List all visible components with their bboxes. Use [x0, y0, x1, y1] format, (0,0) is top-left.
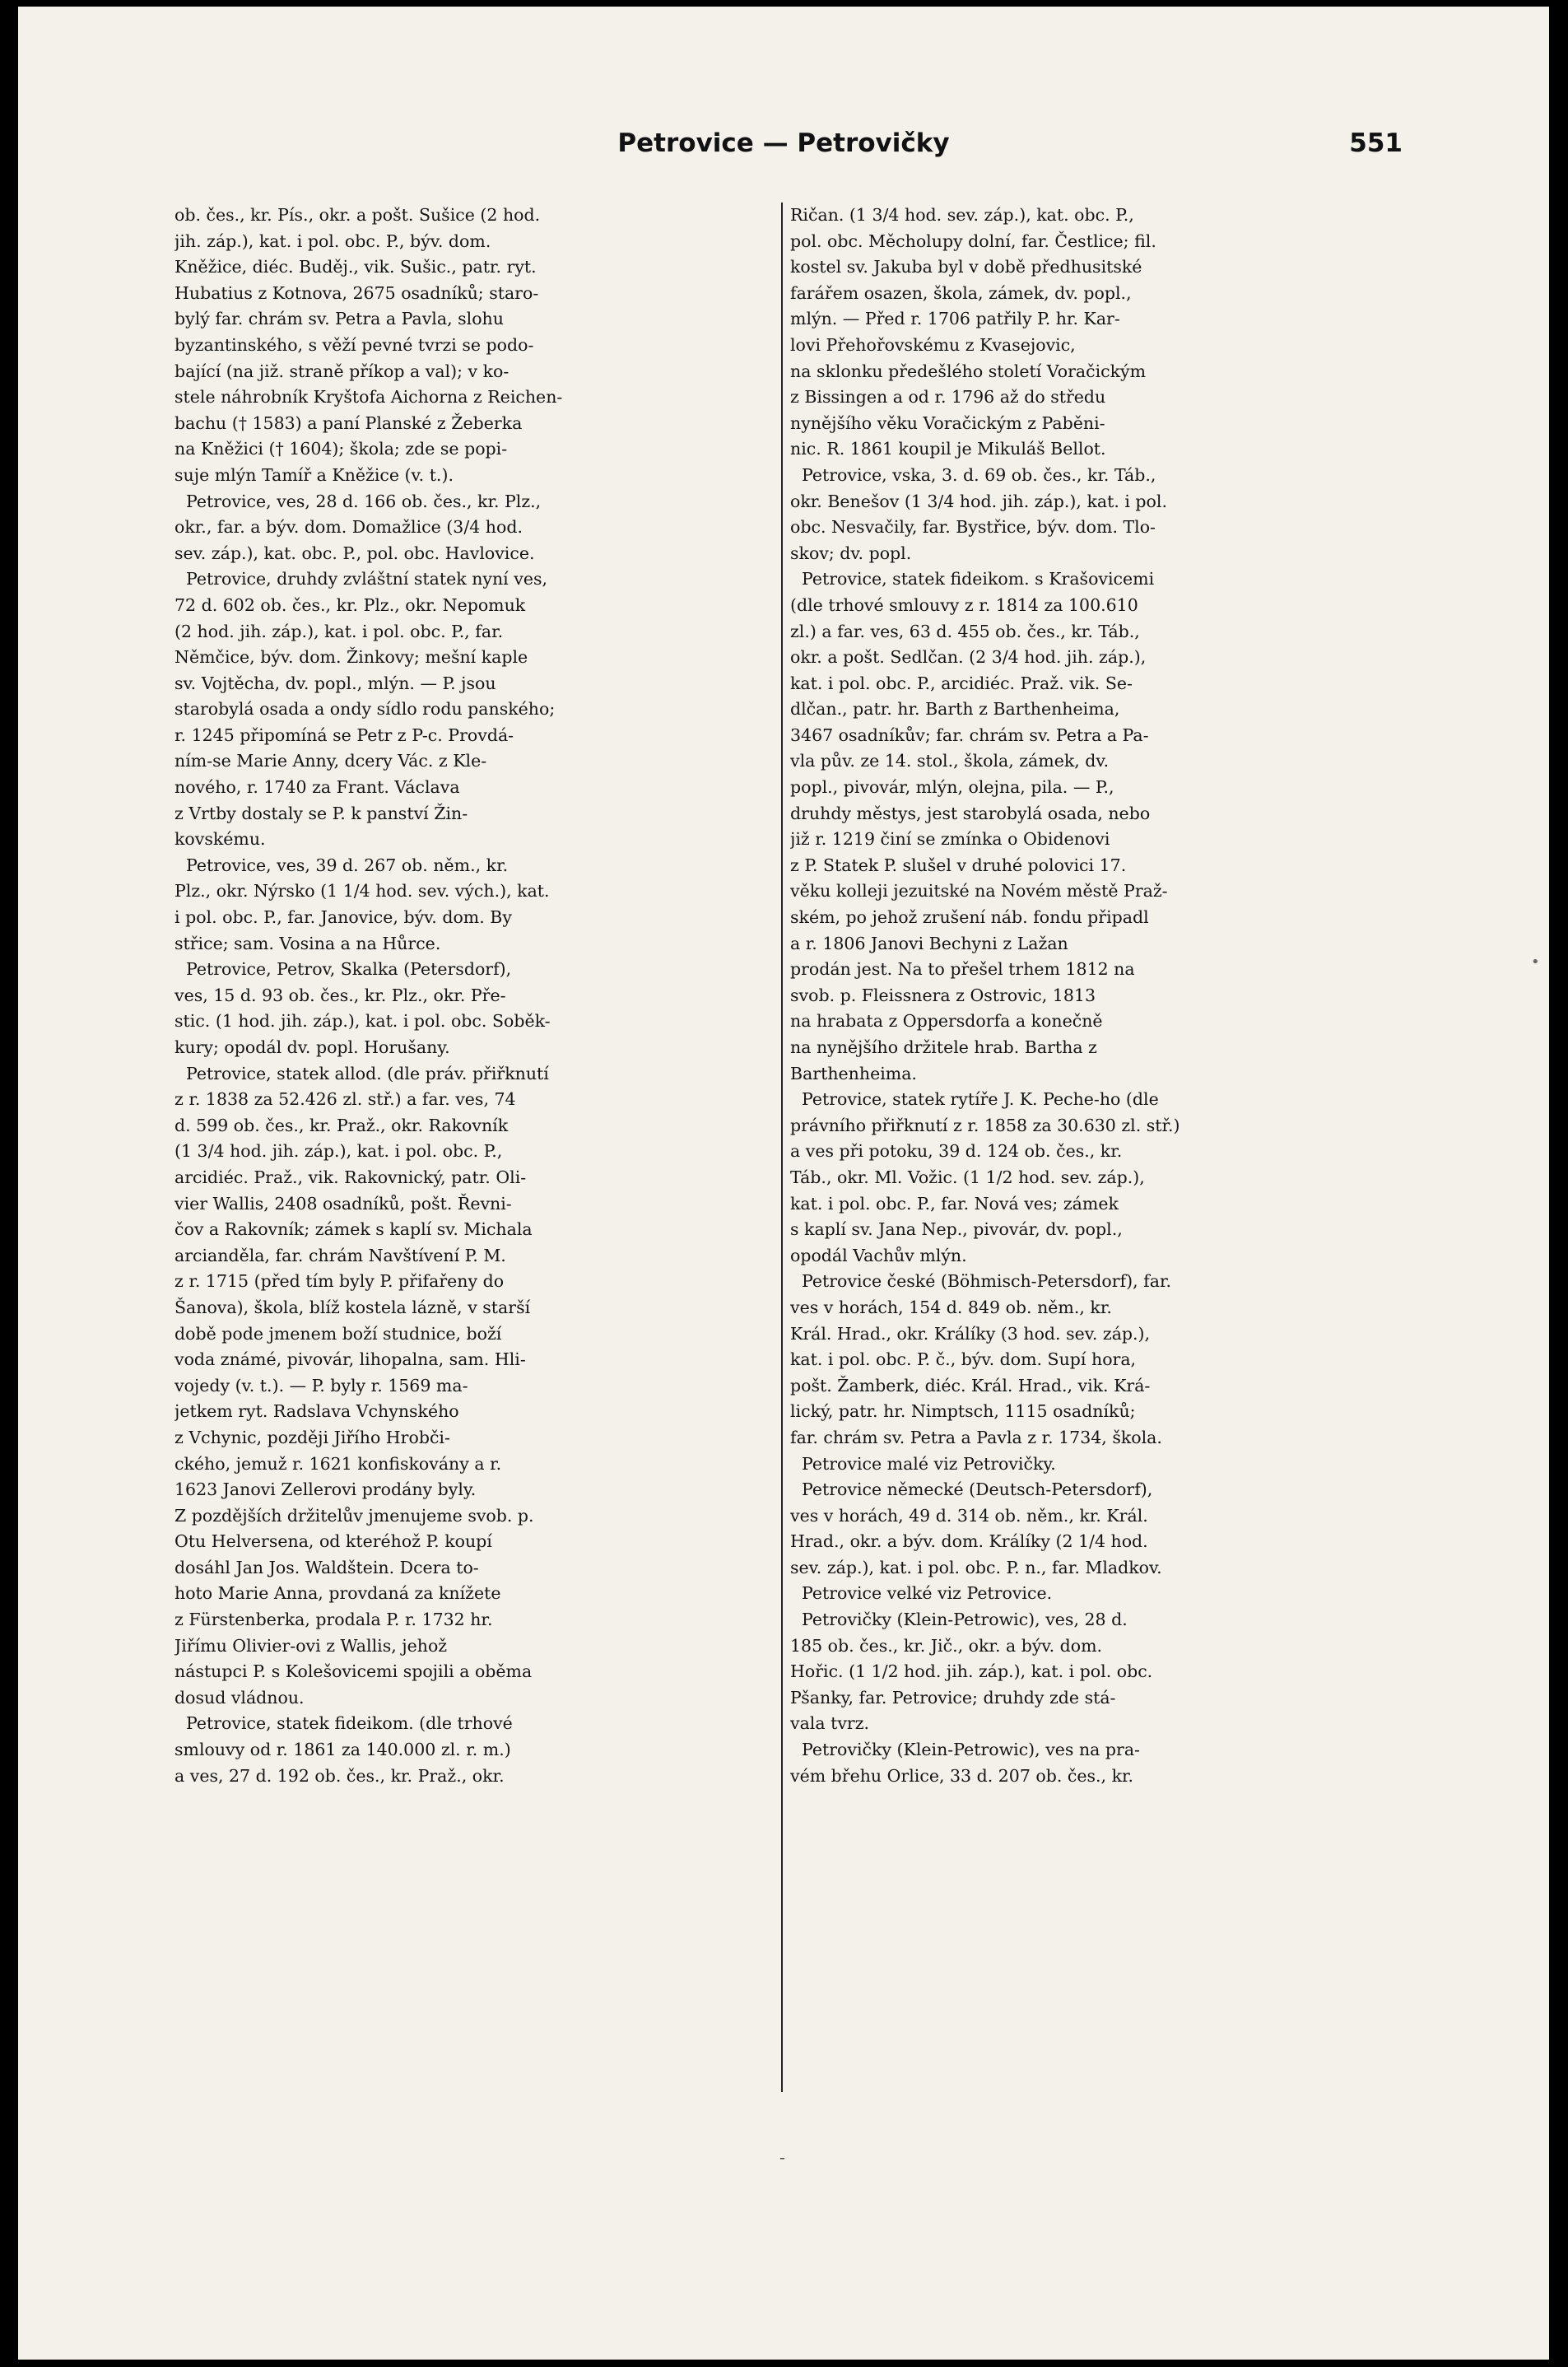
text-line: (dle trhové smlouvy z r. 1814 za 100.610 — [790, 594, 1138, 615]
text-line: okr. a pošt. Sedlčan. (2 3/4 hod. jih. záp.), — [790, 647, 1147, 668]
text-line: z Vrtby dostaly se P. k panství Žin- — [174, 803, 468, 823]
bottom-mark: - — [779, 2147, 785, 2167]
text-line: 1623 Janovi Zellerovi prodány byly. — [174, 1479, 477, 1500]
text-line: voda známé, pivovár, lihopalna, sam. Hli- — [174, 1349, 526, 1370]
text-line: Petrovičky (Klein-Petrowic), ves na pra- — [802, 1740, 1140, 1760]
text-line: a ves při potoku, 39 d. 124 ob. čes., kr. — [790, 1141, 1123, 1162]
text-line: r. 1245 připomíná se Petr z P-c. Provdá- — [174, 725, 514, 745]
text-line: na Kněžici († 1604); škola; zde se popi- — [174, 439, 508, 459]
text-line: okr. Benešov (1 3/4 hod. jih. záp.), kat. i pol. — [790, 491, 1167, 511]
text-line: ckého, jemuž r. 1621 konfiskovány a r. — [174, 1453, 502, 1474]
text-line: mlýn. — Před r. 1706 patřily P. hr. Kar- — [790, 309, 1120, 329]
text-line: Petrovice velké viz Petrovice. — [802, 1583, 1053, 1604]
text-line: nic. R. 1861 koupil je Mikuláš Bellot. — [790, 439, 1106, 459]
text-line: a ves, 27 d. 192 ob. čes., kr. Praž., okr. — [174, 1765, 505, 1786]
text-line: smlouvy od r. 1861 za 140.000 zl. r. m.) — [174, 1740, 511, 1760]
text-line: vala tvrz. — [790, 1713, 870, 1734]
text-line: Petrovice, statek allod. (dle práv. přiřknutí — [186, 1063, 549, 1083]
text-line: starobylá osada a ondy sídlo rodu panského; — [174, 699, 556, 720]
text-line: pošt. Žamberk, diéc. Král. Hrad., vik. Krá- — [790, 1375, 1151, 1396]
text-line: ob. čes., kr. Pís., okr. a pošt. Sušice (2 hod. — [174, 205, 541, 225]
text-line: Táb., okr. Ml. Vožic. (1 1/2 hod. sev. záp.), — [790, 1167, 1145, 1187]
text-line: Němčice, býv. dom. Žinkovy; mešní kaple — [174, 647, 528, 668]
text-line: farářem osazen, škola, zámek, dv. popl., — [790, 282, 1132, 303]
text-line: z P. Statek P. slušel v druhé polovici 17. — [790, 855, 1127, 875]
text-line: zl.) a far. ves, 63 d. 455 ob. čes., kr. Táb., — [790, 621, 1140, 641]
text-line: Petrovice, druhdy zvláštní statek nyní ves, — [186, 569, 548, 589]
running-title: Petrovice — Petrovičky — [617, 128, 950, 158]
text-line: stele náhrobník Kryštofa Aichorna z Reichen- — [174, 387, 563, 408]
page-header — [18, 128, 1549, 170]
text-line: Petrovičky (Klein-Petrowic), ves, 28 d. — [802, 1610, 1128, 1630]
text-line: věku kolleji jezuitské na Novém městě Praž- — [790, 881, 1168, 902]
text-line: Z pozdějších držitelův jmenujeme svob. p. — [174, 1505, 534, 1526]
text-line: bající (na již. straně příkop a val); v ko- — [174, 361, 509, 381]
text-line: sv. Vojtěcha, dv. popl., mlýn. — P. jsou — [174, 673, 496, 693]
text-line: Barthenheima. — [790, 1063, 917, 1083]
text-line: svob. p. Fleissnera z Ostrovic, 1813 — [790, 985, 1096, 1005]
text-line: Petrovice, statek rytíře J. K. Peche-ho (dle — [802, 1089, 1159, 1110]
text-line: Kněžice, diéc. Buděj., vik. Sušic., patr. ryt. — [174, 257, 537, 277]
text-line: a r. 1806 Janovi Bechyni z Lažan — [790, 933, 1068, 953]
column-divider — [781, 203, 783, 2092]
text-line: arcidiéc. Praž., vik. Rakovnický, patr. Oli- — [174, 1167, 527, 1187]
text-line: 185 ob. čes., kr. Jič., okr. a býv. dom. — [790, 1635, 1103, 1656]
text-line: Král. Hrad., okr. Králíky (3 hod. sev. záp.), — [790, 1323, 1151, 1344]
text-line: (2 hod. jih. záp.), kat. i pol. obc. P., far. — [174, 621, 504, 641]
text-line: ves v horách, 154 d. 849 ob. něm., kr. — [790, 1297, 1112, 1317]
text-line: nového, r. 1740 za Frant. Václava — [174, 777, 460, 798]
text-line: Petrovice české (Böhmisch-Petersdorf), far. — [802, 1271, 1172, 1292]
text-line: na nynějšího držitele hrab. Bartha z — [790, 1037, 1097, 1057]
text-line: Petrovice, statek fideikom. s Krašovicemi — [802, 569, 1155, 589]
text-line: na sklonku předešlého století Voračickým — [790, 361, 1147, 381]
margin-mark: • — [1531, 953, 1540, 971]
text-line: na hrabata z Oppersdorfa a konečně — [790, 1011, 1103, 1032]
text-line: již r. 1219 činí se zmínka o Obidenovi — [790, 829, 1110, 850]
text-line: pol. obc. Měcholupy dolní, far. Čestlice; fil. — [790, 231, 1156, 251]
text-line: z Fürstenberka, prodala P. r. 1732 hr. — [174, 1610, 493, 1630]
text-line: (1 3/4 hod. jih. záp.), kat. i pol. obc. P., — [174, 1141, 503, 1162]
text-line: Petrovice, statek fideikom. (dle trhové — [186, 1713, 513, 1734]
text-line: ském, po jehož zrušení náb. fondu připadl — [790, 907, 1149, 928]
text-line: lický, patr. hr. Nimptsch, 1115 osadníků; — [790, 1401, 1136, 1422]
text-line: kat. i pol. obc. P. č., býv. dom. Supí hora, — [790, 1349, 1137, 1370]
text-line: jih. záp.), kat. i pol. obc. P., býv. dom. — [174, 231, 491, 251]
text-line: z r. 1715 (před tím byly P. přifařeny do — [174, 1271, 505, 1292]
text-line: lovi Přehořovskému z Kvasejovic, — [790, 334, 1076, 355]
text-line: prodán jest. Na to přešel trhem 1812 na — [790, 959, 1135, 980]
text-line: popl., pivovár, mlýn, olejna, pila. — P., — [790, 777, 1114, 798]
book-page — [18, 7, 1549, 2360]
text-line: Plz., okr. Nýrsko (1 1/4 hod. sev. vých.), kat. — [174, 881, 550, 902]
text-line: dosud vládnou. — [174, 1687, 305, 1708]
text-line: bylý far. chrám sv. Petra a Pavla, slohu — [174, 309, 504, 329]
text-line: Hrad., okr. a býv. dom. Králíky (2 1/4 hod. — [790, 1531, 1148, 1552]
text-line: 72 d. 602 ob. čes., kr. Plz., okr. Nepomuk — [174, 594, 526, 615]
text-line: ves v horách, 49 d. 314 ob. něm., kr. Král. — [790, 1505, 1148, 1526]
text-line: jetkem ryt. Radslava Vchynského — [174, 1401, 459, 1422]
text-line: kostel sv. Jakuba byl v době předhusitské — [790, 257, 1142, 277]
text-line: Petrovice německé (Deutsch-Petersdorf), — [802, 1479, 1153, 1500]
text-line: z Vchynic, později Jiřího Hrobči- — [174, 1427, 450, 1447]
text-line: Hořic. (1 1/2 hod. jih. záp.), kat. i pol. obc. — [790, 1661, 1153, 1682]
text-line: kat. i pol. obc. P., far. Nová ves; zámek — [790, 1193, 1119, 1214]
text-line: hoto Marie Anna, provdaná za knížete — [174, 1583, 501, 1604]
text-line: Ričan. (1 3/4 hod. sev. záp.), kat. obc. P., — [790, 205, 1134, 225]
text-line: s kaplí sv. Jana Nep., pivovár, dv. popl., — [790, 1219, 1123, 1240]
text-line: bachu († 1583) a paní Planské z Žeberka — [174, 412, 523, 433]
text-line: kury; opodál dv. popl. Horušany. — [174, 1037, 450, 1057]
text-line: Petrovice, Petrov, Skalka (Petersdorf), — [186, 959, 512, 980]
text-line: Petrovice, ves, 39 d. 267 ob. něm., kr. — [186, 855, 509, 875]
page-number: 551 — [1349, 128, 1403, 158]
text-line: střice; sam. Vosina a na Hůrce. — [174, 933, 441, 953]
text-line: Hubatius z Kotnova, 2675 osadníků; staro- — [174, 282, 539, 303]
text-line: suje mlýn Tamíř a Kněžice (v. t.). — [174, 464, 454, 485]
text-line: skov; dv. popl. — [790, 543, 912, 563]
text-line: sev. záp.), kat. i pol. obc. P. n., far. Mladkov. — [790, 1557, 1162, 1577]
text-line: kat. i pol. obc. P., arcidiéc. Praž. vik. Se- — [790, 673, 1133, 693]
text-line: vojedy (v. t.). — P. byly r. 1569 ma- — [174, 1375, 468, 1396]
text-line: ním-se Marie Anny, dcery Vác. z Kle- — [174, 751, 487, 771]
text-line: druhdy městys, jest starobylá osada, nebo — [790, 803, 1151, 823]
text-line: Šanova), škola, blíž kostela lázně, v starší — [174, 1297, 531, 1317]
text-line: čov a Rakovník; zámek s kaplí sv. Michala — [174, 1219, 533, 1240]
text-line: obc. Nesvačily, far. Bystřice, býv. dom. Tlo- — [790, 517, 1156, 538]
text-line: sev. záp.), kat. obc. P., pol. obc. Havlovice. — [174, 543, 535, 563]
text-line: 3467 osadníkův; far. chrám sv. Petra a Pa- — [790, 725, 1149, 745]
left-column — [174, 203, 771, 1789]
text-line: nynějšího věku Voračickým z Paběni- — [790, 412, 1105, 433]
text-line: vla pův. ze 14. stol., škola, zámek, dv. — [790, 751, 1110, 771]
text-line: d. 599 ob. čes., kr. Praž., okr. Rakovník — [174, 1115, 509, 1135]
text-line: právního přiřknutí z r. 1858 za 30.630 zl. stř.) — [790, 1115, 1180, 1135]
text-line: i pol. obc. P., far. Janovice, býv. dom. By — [174, 907, 512, 928]
text-line: vier Wallis, 2408 osadníků, pošt. Řevni- — [174, 1193, 512, 1214]
text-line: opodál Vachův mlýn. — [790, 1245, 967, 1265]
text-line: dosáhl Jan Jos. Waldštein. Dcera to- — [174, 1557, 479, 1577]
text-line: době pode jmenem boží studnice, boží — [174, 1323, 502, 1344]
text-line: ves, 15 d. 93 ob. čes., kr. Plz., okr. Pře- — [174, 985, 506, 1005]
text-line: arcianděla, far. chrám Navštívení P. M. — [174, 1245, 506, 1265]
text-line: Pšanky, far. Petrovice; druhdy zde stá- — [790, 1687, 1116, 1708]
text-line: z r. 1838 za 52.426 zl. stř.) a far. ves, 74 — [174, 1089, 516, 1110]
text-line: Otu Helversena, od kteréhož P. koupí — [174, 1531, 492, 1552]
text-line: Petrovice, vska, 3. d. 69 ob. čes., kr. Táb., — [802, 464, 1156, 485]
text-line: dlčan., patr. hr. Barth z Barthenheima, — [790, 699, 1120, 720]
right-column — [790, 203, 1387, 1789]
text-line: far. chrám sv. Petra a Pavla z r. 1734, škola. — [790, 1427, 1162, 1447]
text-line: z Bissingen a od r. 1796 až do středu — [790, 387, 1106, 408]
text-line: kovskému. — [174, 829, 266, 850]
text-line: nástupci P. s Kolešovicemi spojili a oběma — [174, 1661, 533, 1682]
text-line: okr., far. a býv. dom. Domažlice (3/4 hod. — [174, 517, 523, 538]
text-line: Jiřímu Olivier-ovi z Wallis, jehož — [174, 1635, 448, 1656]
text-line: stic. (1 hod. jih. záp.), kat. i pol. obc. Soběk- — [174, 1011, 551, 1032]
text-line: Petrovice, ves, 28 d. 166 ob. čes., kr. Plz., — [186, 491, 542, 511]
text-line: Petrovice malé viz Petrovičky. — [802, 1453, 1056, 1474]
text-line: vém břehu Orlice, 33 d. 207 ob. čes., kr. — [790, 1765, 1134, 1786]
text-line: byzantinského, s věží pevné tvrzi se podo- — [174, 334, 534, 355]
